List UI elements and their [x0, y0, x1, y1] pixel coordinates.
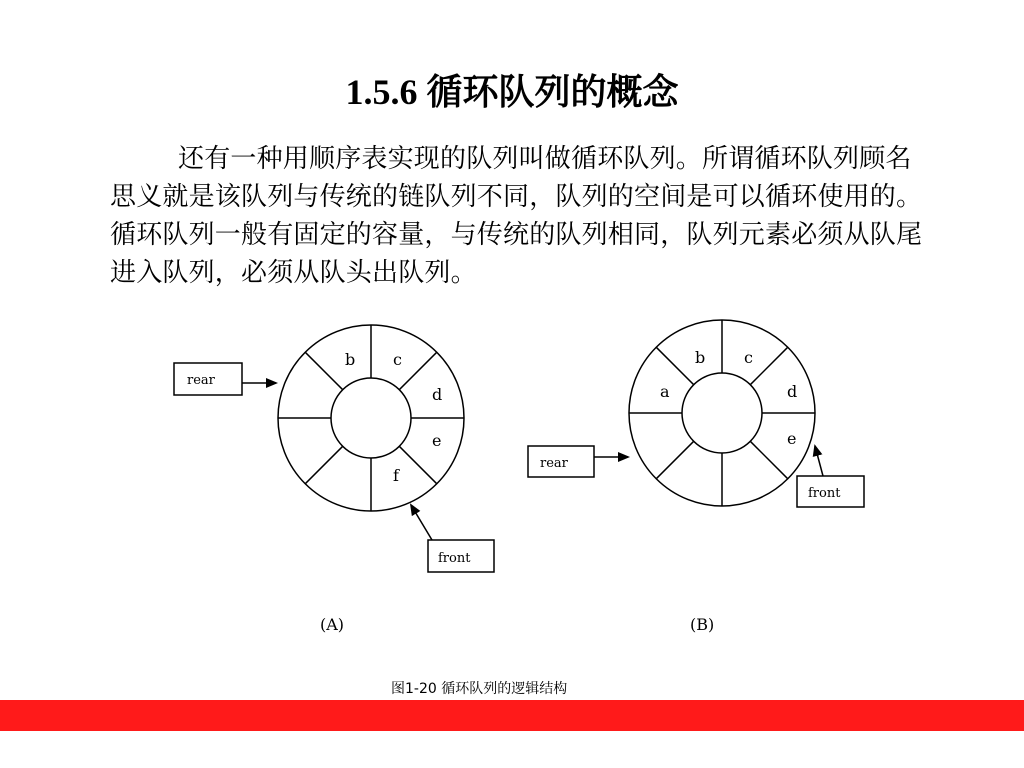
diagram-a [174, 325, 494, 634]
cell-label-a: b [345, 350, 356, 369]
slide-title: 1.5.6 循环队列的概念 [345, 72, 679, 112]
rear-pointer-label-b: rear [540, 456, 568, 471]
cell-label-a: c [393, 350, 402, 369]
cell-label-a: e [432, 431, 442, 450]
ring-inner-a [331, 378, 411, 458]
cell-label-b: d [787, 382, 798, 401]
cell-label-b: e [787, 429, 797, 448]
footer-bar [0, 700, 1024, 731]
front-pointer-label-b: front [808, 486, 841, 501]
cell-label-a: d [432, 385, 443, 404]
cell-label-a: f [393, 466, 399, 485]
figure-caption: 图1-20 循环队列的逻辑结构 [391, 681, 568, 697]
ring-inner-b [682, 373, 762, 453]
rear-pointer-label-a: rear [187, 373, 215, 388]
caption-b: (B) [690, 615, 715, 634]
slide-body: 还有一种用顺序表实现的队列叫做循环队列。所谓循环队列顾名思义就是该队列与传统的链队列不同，队列的空间是可以循环使用的。循环队列一般有固定的容量，与传统的队列相同，队列元素必须从队尾进入队列，必须从队头出队列。 [110, 144, 923, 288]
front-pointer-arrow-a [411, 505, 432, 540]
diagram-b [528, 320, 864, 634]
front-pointer-arrow-b [815, 446, 823, 476]
cell-label-b: a [660, 382, 670, 401]
cell-label-b: b [695, 348, 706, 367]
ring-dividers-a [278, 325, 464, 511]
caption-a: (A) [320, 615, 345, 634]
front-pointer-label-a: front [438, 551, 471, 566]
cell-label-b: c [744, 348, 753, 367]
ring-dividers-b [629, 320, 815, 506]
